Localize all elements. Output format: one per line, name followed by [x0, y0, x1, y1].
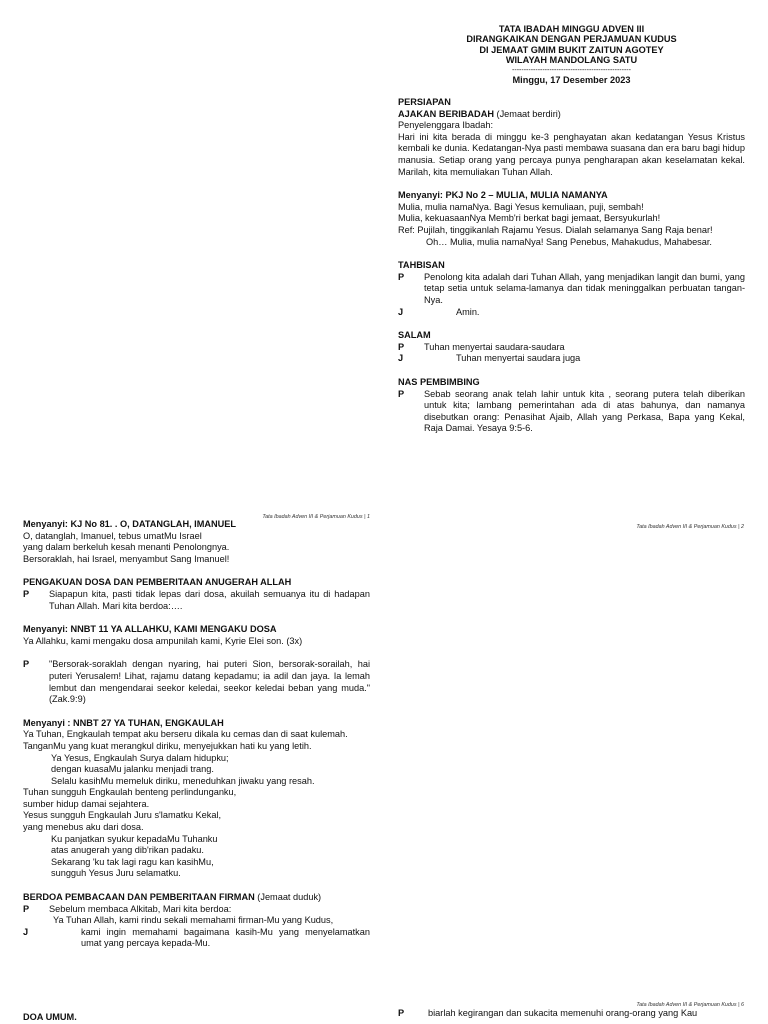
menyanyi4-heading: Menyanyi : NNBT 27 YA TUHAN, ENGKAULAH: [23, 717, 224, 728]
speaker-label: P: [23, 659, 30, 670]
menyanyi1-line: Mulia, kekuasaanNya Memb'ri berkat bagi jemaat, Bersyukurlah!: [398, 213, 661, 224]
menyanyi2-heading: Menyanyi: KJ No 81. . O, DATANGLAH, IMANUEL: [23, 519, 237, 529]
berdoa-p: [23, 904, 370, 916]
title-divider: ---------------------------------------------------: [512, 66, 631, 74]
pengakuan-heading: PENGAKUAN DOSA DAN PEMBERITAAN ANUGERAH ALLAH: [23, 577, 292, 588]
speaker-label: J: [23, 926, 29, 937]
menyanyi4-line: Ya Tuhan, Engkaulah tempat aku berseru dikala ku cemas dan di saat kulemah.: [23, 729, 348, 740]
menyanyi2-line: yang dalam berkeluh kesah menanti Penolongnya.: [23, 542, 230, 553]
tahbisan-j-text: Amin.: [456, 306, 480, 317]
salam-j: [398, 353, 745, 365]
tahbisan-heading: TAHBISAN: [398, 260, 445, 271]
berdoa-title: BERDOA PEMBACAAN DAN PEMBERITAAN FIRMAN: [23, 892, 255, 903]
doa-umum-heading: DOA UMUM.: [23, 1012, 77, 1022]
menyanyi4-line: Sekarang 'ku tak lagi ragu kan kasihMu,: [51, 856, 214, 867]
menyanyi3-heading: Menyanyi: NNBT 11 YA ALLAHKU, KAMI MENGAKU DOSA: [23, 624, 277, 635]
pengakuan-p-text: Siapapun kita, pasti tidak lepas dari dosa, akuilah semuanya itu di hadapan Tuhan Allah. Mari kita berdoa:….: [49, 588, 370, 611]
menyanyi4-line: sungguh Yesus Juru selamatku.: [51, 868, 181, 879]
berdoa-note: (Jemaat duduk): [254, 892, 322, 903]
tahbisan-j: [398, 307, 745, 319]
service-date: Minggu, 17 Desember 2023: [512, 74, 631, 85]
menyanyi4-line: atas anugerah yang dib'rikan padaku.: [51, 845, 204, 856]
page-footer: Tata Ibadah Adven III & Perjamuan Kudus | 6: [636, 1002, 744, 1008]
nas-heading: NAS PEMBIMBING: [398, 376, 480, 387]
salam-p-text: Tuhan menyertai saudara-saudara: [424, 341, 565, 352]
menyanyi2-line: O, datanglah, Imanuel, tebus umatMu Israel: [23, 530, 202, 541]
penyelenggara-label: Penyelenggara Ibadah:: [398, 120, 494, 131]
speaker-label: P: [23, 903, 30, 914]
berdoa-p-text-2: Ya Tuhan Allah, kami rindu sekali memahami firman-Mu yang Kudus,: [53, 915, 334, 926]
page-footer: Tata Ibadah Adven III & Perjamuan Kudus | 1: [262, 514, 370, 520]
nas-p-text: Sebab seorang anak telah lahir untuk kita , seorang putera telah diberikan untuk kita; lambang pemerintahan ada di atas bahunya, dan namanya disebutkan orang: Penasihat Ajaib, Allah yang Perkasa, Bapa yang Kekal, Raja Damai. Yesaya 9:5-6.: [424, 388, 745, 434]
berdoa-p-text: Sebelum membaca Alkitab, Mari kita berdoa:: [49, 903, 232, 914]
speaker-label: P: [398, 1008, 405, 1018]
berita-p-text: "Bersorak-soraklah dengan nyaring, hai puteri Sion, bersorak-sorailah, hai puteri Yerusalem! Lihat, rajamu datang kepadamu; ia adil dan jaya. Ia lemah lembut dan mengendarai seekor keledai, seekor keledai beban yang muda." (Zak.9:9): [49, 659, 370, 705]
ajakan-text: Hari ini kita berada di minggu ke-3 penghayatan akan kedatangan Yesus Kristus kembali ke dunia. Kedatangan-Nya pasti membawa suasana dan era baru bagi hidup manusia. Setiap orang yang percaya punya pengharapan akan keselamatan kekal. Marilah, kita memuliakan Tuhan Allah.: [398, 131, 745, 177]
salam-heading: SALAM: [398, 330, 431, 341]
menyanyi4-line: dengan kuasaMu jalanku menjadi trang.: [51, 764, 214, 775]
speaker-label: P: [398, 341, 405, 352]
title-line: WILAYAH MANDOLANG SATU: [505, 55, 638, 66]
berdoa-j: [23, 927, 370, 950]
salam-j-text: Tuhan menyertai saudara juga: [456, 353, 581, 364]
menyanyi4-line: sumber hidup damai sejahtera.: [23, 798, 150, 809]
page3-p-text: biarlah kegirangan dan sukacita memenuhi orang-orang yang Kau: [428, 1008, 698, 1018]
berdoa-j-text: kami ingin memahami bagaimana kasih-Mu yang menyelamatkan umat yang percaya kepada-Mu.: [81, 926, 370, 949]
menyanyi4-line: Selalu kasihMu memeluk diriku, meneduhkan jiwaku yang resah.: [51, 775, 315, 786]
tahbisan-p-text: Penolong kita adalah dari Tuhan Allah, yang menjadikan langit dan bumi, yang tetap setia untuk selama-lamanya dan tidak meninggalkan perbuatan tangan-Nya.: [424, 271, 745, 305]
menyanyi1-heading: Menyanyi: PKJ No 2 – MULIA, MULIA NAMANYA: [398, 190, 608, 201]
page-2: [23, 519, 370, 950]
nas-p: [398, 389, 745, 435]
title-line: DIRANGKAIKAN DENGAN PERJAMUAN KUDUS: [466, 34, 677, 45]
title-line: TATA IBADAH MINGGU ADVEN III: [498, 24, 645, 34]
menyanyi1-refrain: Ref: Pujilah, tinggikanlah Rajamu Yesus. Dialah selamanya Sang Raja benar!: [398, 224, 713, 235]
speaker-label: P: [398, 271, 405, 282]
menyanyi4-line: Ya Yesus, Engkaulah Surya dalam hidupku;: [51, 752, 229, 763]
salam-p: [398, 342, 745, 354]
menyanyi1-line: Oh… Mulia, mulia namaNya! Sang Penebus, Mahakudus, Mahabesar.: [426, 236, 712, 247]
menyanyi4-line: yang menebus aku dari dosa.: [23, 822, 144, 833]
menyanyi4-line: Tuhan sungguh Engkaulah benteng perlindunganku,: [23, 787, 237, 798]
ajakan-title: AJAKAN BERIBADAH: [398, 108, 494, 119]
menyanyi1-line: Mulia, mulia namaNya. Bagi Yesus kemuliaan, puji, sembah!: [398, 201, 644, 212]
berdoa-heading: [23, 892, 370, 904]
pengakuan-p: [23, 589, 370, 612]
page-1: [398, 24, 745, 435]
title-line: DI JEMAAT GMIM BUKIT ZAITUN AGOTEY: [479, 44, 664, 55]
menyanyi4-line: TanganMu yang kuat merangkul diriku, menyejukkan hati ku yang letih.: [23, 740, 312, 751]
persiapan-heading: PERSIAPAN: [398, 97, 451, 108]
page3-p: [398, 1008, 745, 1020]
speaker-label: P: [398, 388, 405, 399]
menyanyi4-line: Yesus sungguh Engkaulah Juru s'lamatku Kekal,: [23, 810, 222, 821]
menyanyi3-text: Ya Allahku, kami mengaku dosa ampunilah kami, Kyrie Elei son. (3x): [23, 635, 303, 646]
speaker-label: J: [398, 353, 404, 364]
speaker-label: P: [23, 588, 30, 599]
ajakan-heading: [398, 109, 745, 121]
menyanyi4-line: Ku panjatkan syukur kepadaMu Tuhanku: [51, 833, 218, 844]
tahbisan-p: [398, 272, 745, 307]
title-block: [398, 24, 745, 85]
page-footer: Tata Ibadah Adven III & Perjamuan Kudus | 2: [636, 524, 744, 530]
speaker-label: J: [398, 306, 404, 317]
menyanyi2-line: Bersoraklah, hai Israel, menyambut Sang Imanuel!: [23, 553, 230, 564]
ajakan-note: (Jemaat berdiri): [493, 108, 561, 119]
berita-p: [23, 659, 370, 705]
